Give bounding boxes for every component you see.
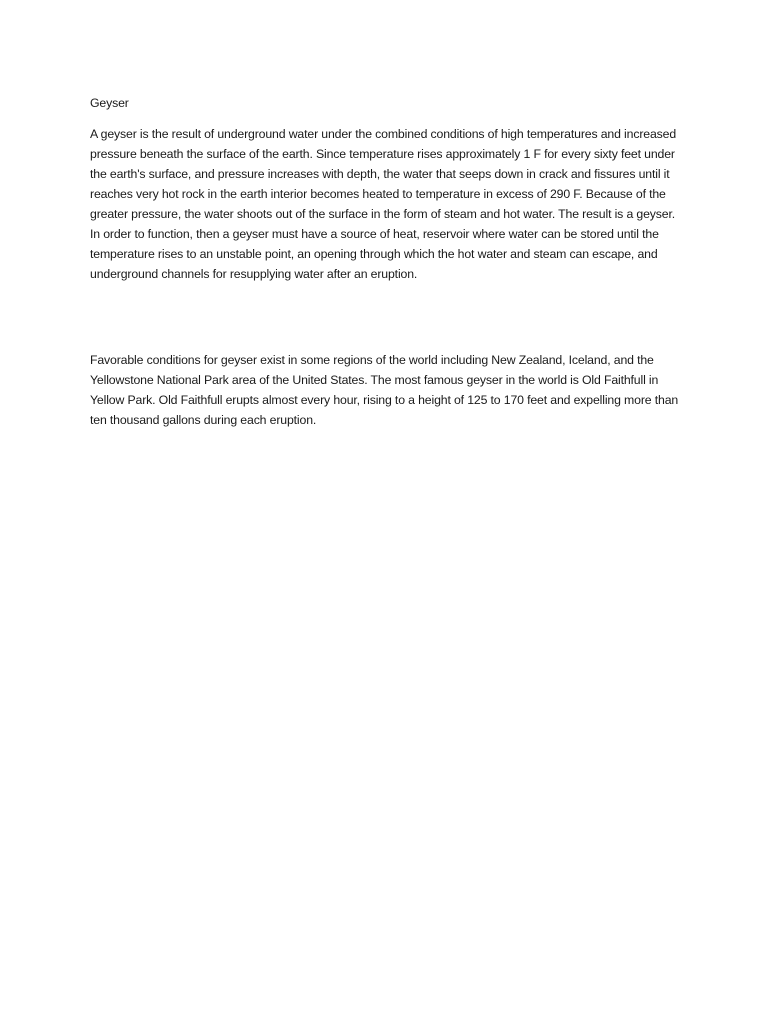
paragraph-geyser-definition: A geyser is the result of underground water under the combined conditions of high temperatures and increased pressure beneath the surface of the earth. Since temperature rises approximately 1 F for every sixty feet under the earth's surface, and pressure increases with depth, the water that seeps down in crack and fissures until it reaches very hot rock in the earth interior becomes heated to temperature in excess of 290 F. Because of the greater pressure, the water shoots out of the surface in the form of steam and hot water. The result is a geyser. In order to function, then a geyser must have a source of heat, reservoir where water can be stored until the temperature rises to an unstable point, an opening through which the hot water and steam can escape, and underground channels for resupplying water after an eruption.	[90, 127, 677, 281]
document-title: Geyser	[90, 96, 129, 110]
paragraph-geyser-locations: Favorable conditions for geyser exist in some regions of the world including New Zealand, Iceland, and the Yellowstone National Park area of the United States. The most famous geyser in the world is Old Faithfull in Yellow Park. Old Faithfull erupts almost every hour, rising to a height of 125 to 170 feet and expelling more than ten thousand gallons during each eruption.	[90, 353, 679, 427]
